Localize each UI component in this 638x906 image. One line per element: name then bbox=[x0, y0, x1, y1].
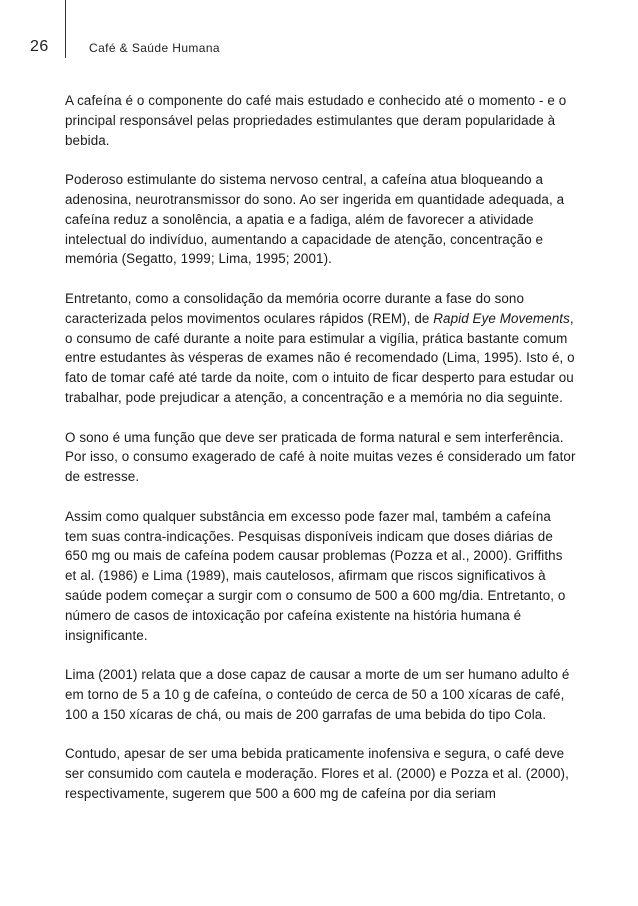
paragraph-5: Assim como qualquer substância em excesso pode fazer mal, também a cafeína tem suas contra-indicações. Pesquisas disponíveis indicam que doses diárias de 650 mg ou mais de cafeína podem causar problemas (Pozza et al., 2000). Griffiths et al. (1986) e Lima (1989), mais cautelosos, afirmam que riscos significativos à saúde podem começar a surgir com o consumo de 500 a 600 mg/dia. Entretanto, o número de casos de intoxicação por cafeína existente na história humana é insignificante. bbox=[65, 508, 566, 643]
paragraph-3 bbox=[65, 289, 577, 408]
paragraph-3-text-before: Entretanto, como a consolidação da memória ocorre durante a fase do sono caracterizada pelos movimentos oculares rápidos (REM), de bbox=[65, 290, 525, 326]
paragraph-7: Contudo, apesar de ser uma bebida praticamente inofensiva e segura, o café deve ser consumido com cautela e moderação. Flores et al. (2000) e Pozza et al. (2000), respectivamente, sugerem que 500 a 600 mg de cafeína por dia seriam bbox=[65, 746, 569, 801]
paragraph-2: Poderoso estimulante do sistema nervoso central, a cafeína atua bloqueando a adenosina, neurotransmissor do sono. Ao ser ingerida em quantidade adequada, a cafeína reduz a sonolência, a apatia e a fadiga, além de favorecer a atividade intelectual do indivíduo, aumentando a capacidade de atenção, concentração e memória (Segatto, 1999; Lima, 1995; 2001). bbox=[65, 172, 565, 267]
paragraph-4: O sono é uma função que deve ser praticada de forma natural e sem interferência. Por isso, o consumo exagerado de café à noite muitas vezes é considerado um fator de estresse. bbox=[65, 429, 576, 485]
paragraph-3-text-after: , o consumo de café durante a noite para estimular a vigília, prática bastante comum entre estudantes às vésperas de exames não é recomendado (Lima, 1995). Isto é, o fato de tomar café até tarde da noite, com o intuito de ficar desperto para estudar ou trabalhar, pode prejudicar a atenção, a concentração e a memória no dia seguinte. bbox=[65, 310, 575, 405]
paragraph-1: A cafeína é o componente do café mais estudado e conhecido até o momento - e o principal responsável pelas propriedades estimulantes que deram popularidade à bebida. bbox=[65, 93, 567, 148]
header-divider bbox=[65, 0, 66, 58]
paragraph-6: Lima (2001) relata que a dose capaz de causar a morte de um ser humano adulto é em torno de 5 a 10 g de cafeína, o conteúdo de cerca de 50 a 100 xícaras de café, 100 a 150 xícaras de chá, ou mais de 200 garrafas de uma bebida do tipo Cola. bbox=[65, 667, 570, 722]
paragraph-3-italic-term: Rapid Eye Movements bbox=[433, 310, 570, 326]
running-head: Café & Saúde Humana bbox=[89, 41, 221, 55]
page-number: 26 bbox=[30, 38, 49, 55]
body-text bbox=[65, 91, 577, 804]
